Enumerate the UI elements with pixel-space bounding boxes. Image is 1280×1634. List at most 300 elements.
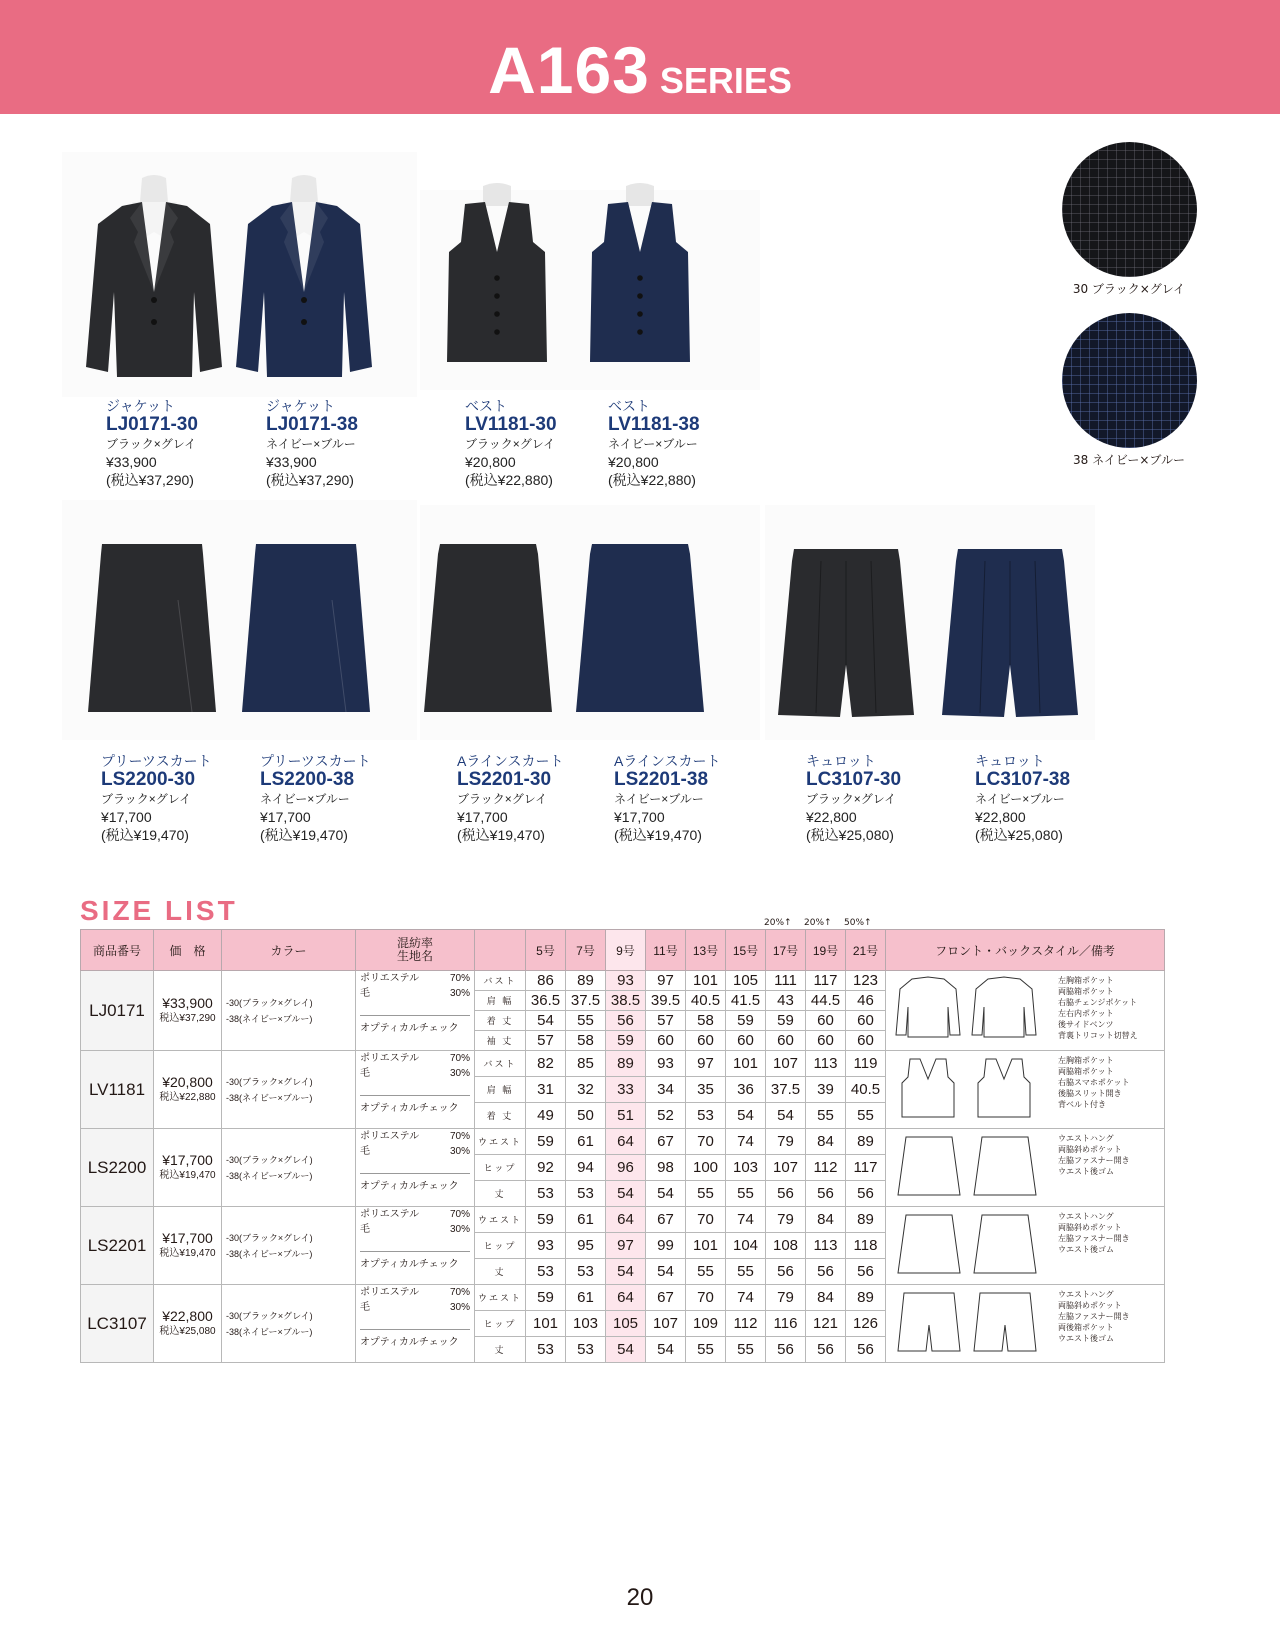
size-value: 39.5 (646, 991, 686, 1011)
size-value: 40.5 (846, 1077, 886, 1103)
product-category: キュロット (975, 753, 1045, 769)
fabric-percent: 30% (449, 988, 470, 999)
product-color: ブラック×グレイ (106, 437, 197, 451)
product-category: ジャケット (266, 398, 336, 414)
style-note: ウエスト後ゴム (1058, 1245, 1114, 1254)
product-price: ¥17,700 (260, 809, 311, 825)
measure-label: 丈 (475, 1259, 526, 1285)
size-value: 36.5 (526, 991, 566, 1011)
style-cell (886, 1285, 1165, 1363)
size-value: 95 (566, 1233, 606, 1259)
header-size: 7号 (566, 930, 606, 971)
color-option: -38(ネイビー×ブルー) (226, 1013, 313, 1024)
style-cell (886, 1051, 1165, 1129)
product-number: LJ0171 (81, 971, 154, 1051)
size-value: 44.5 (806, 991, 846, 1011)
size-value: 49 (526, 1103, 566, 1129)
technical-drawing (892, 975, 1042, 1041)
product-price-tax: (税込¥19,470) (260, 827, 348, 843)
product-caption (260, 752, 371, 844)
product-code: LC3107-38 (975, 769, 1071, 790)
size-value: 101 (726, 1051, 766, 1077)
size-value: 112 (806, 1155, 846, 1181)
size-value: 54 (606, 1259, 646, 1285)
aline-photo (418, 540, 558, 720)
color-cell (222, 971, 356, 1051)
fabric-cell (356, 971, 475, 1051)
product-price: ¥33,900 (266, 454, 317, 470)
size-value: 107 (766, 1051, 806, 1077)
swatch-label: 38 ネイビー×ブルー (1073, 453, 1185, 467)
size-value: 113 (806, 1051, 846, 1077)
product-category: ベスト (465, 398, 507, 414)
style-notes (1058, 1211, 1130, 1255)
fabric-row (360, 986, 470, 1001)
size-value: 55 (686, 1181, 726, 1207)
size-value: 112 (726, 1311, 766, 1337)
series-banner (0, 0, 1280, 114)
technical-drawing (892, 1289, 1042, 1355)
size-value: 54 (606, 1337, 646, 1363)
size-value: 58 (566, 1031, 606, 1051)
style-wrap (886, 1285, 1164, 1359)
color-cell (222, 1051, 356, 1129)
size-value: 55 (566, 1011, 606, 1031)
size-table (80, 929, 1165, 1363)
fabric-material: ポリエステル (360, 973, 420, 984)
size-value: 55 (686, 1337, 726, 1363)
product-caption (106, 397, 198, 489)
product-number: LS2201 (81, 1207, 154, 1285)
style-note: 右脇スマホポケット (1058, 1078, 1130, 1087)
fabric-percent: 30% (449, 1302, 470, 1313)
product-price: ¥22,800 (975, 809, 1026, 825)
fabric-row (360, 1285, 470, 1300)
color-option: -30(ブラック×グレイ) (226, 1232, 313, 1243)
style-note: ウエスト後ゴム (1058, 1334, 1114, 1343)
size-value: 89 (846, 1129, 886, 1155)
style-note: 両脇斜めポケット (1058, 1223, 1122, 1232)
size-value: 116 (766, 1311, 806, 1337)
size-value: 100 (686, 1155, 726, 1181)
size-value: 84 (806, 1207, 846, 1233)
measure-label: ヒップ (475, 1311, 526, 1337)
product-price: ¥17,700 (101, 809, 152, 825)
style-note: 左脇ファスナー開き (1058, 1312, 1130, 1321)
size-value: 67 (646, 1285, 686, 1311)
technical-drawing (892, 1133, 1042, 1199)
product-price-tax: (税込¥19,470) (457, 827, 545, 843)
header-fabric: 混紡率 生地名 (356, 930, 475, 971)
style-note: 左右内ポケット (1058, 1009, 1114, 1018)
size-value: 60 (846, 1031, 886, 1051)
size-value: 59 (526, 1207, 566, 1233)
size-value: 103 (726, 1155, 766, 1181)
color-cell (222, 1285, 356, 1363)
size-value: 97 (606, 1233, 646, 1259)
product-caption (457, 752, 564, 844)
size-value: 59 (526, 1285, 566, 1311)
size-value: 54 (606, 1181, 646, 1207)
size-value: 35 (686, 1077, 726, 1103)
size-value: 55 (726, 1259, 766, 1285)
product-price-cell (154, 971, 222, 1051)
size-value: 55 (846, 1103, 886, 1129)
product-color: ネイビー×ブルー (975, 792, 1065, 806)
product-code: LS2200-30 (101, 769, 196, 790)
fabric-cell (356, 1129, 475, 1207)
product-price-cell (154, 1207, 222, 1285)
style-wrap (886, 1207, 1164, 1281)
product-price-tax: (税込¥37,290) (266, 472, 354, 488)
color-option: -38(ネイビー×ブルー) (226, 1248, 313, 1259)
fabric-name: オプティカルチェック (360, 1329, 470, 1348)
size-value: 55 (686, 1259, 726, 1285)
size-value: 56 (846, 1181, 886, 1207)
size-value: 61 (566, 1129, 606, 1155)
product-category: ベスト (608, 398, 650, 414)
product-color: ブラック×グレイ (465, 437, 556, 451)
size-value: 89 (566, 971, 606, 991)
size-value: 64 (606, 1129, 646, 1155)
technical-drawing (892, 1211, 1042, 1277)
size-value: 56 (606, 1011, 646, 1031)
fabric-percent: 30% (449, 1224, 470, 1235)
table-row (81, 971, 1165, 991)
fabric-row (360, 1129, 470, 1144)
fabric-name: オプティカルチェック (360, 1015, 470, 1034)
size-value: 52 (646, 1103, 686, 1129)
product-price: ¥17,700 (614, 809, 665, 825)
fabric-material: 毛 (360, 1068, 370, 1079)
size-value: 118 (846, 1233, 886, 1259)
fabric-material: 毛 (360, 1146, 370, 1157)
size-value: 57 (526, 1031, 566, 1051)
style-note: 両脇斜めポケット (1058, 1145, 1122, 1154)
size-value: 56 (806, 1181, 846, 1207)
size-value: 117 (806, 971, 846, 991)
price-tax: 税込¥25,080 (159, 1325, 216, 1337)
style-cell (886, 1129, 1165, 1207)
fabric-row (360, 1051, 470, 1066)
size-value: 53 (566, 1259, 606, 1285)
size-value: 61 (566, 1207, 606, 1233)
fabric-row (360, 1207, 470, 1222)
price-value: ¥33,900 (162, 994, 213, 1011)
style-note: 両脇斜めポケット (1058, 1301, 1122, 1310)
product-category: Aラインスカート (614, 753, 721, 769)
size-value: 34 (646, 1077, 686, 1103)
style-note: 背ベルト付き (1058, 1100, 1106, 1109)
size-value: 89 (846, 1285, 886, 1311)
product-category: プリーツスカート (101, 753, 212, 769)
size-value: 105 (726, 971, 766, 991)
product-code: LS2201-38 (614, 769, 709, 790)
product-price-tax: (税込¥37,290) (106, 472, 194, 488)
size-value: 53 (566, 1337, 606, 1363)
product-caption (806, 752, 901, 844)
size-value: 96 (606, 1155, 646, 1181)
measure-label: ウエスト (475, 1285, 526, 1311)
header-size: 13号 (686, 930, 726, 971)
size-value: 79 (766, 1207, 806, 1233)
fabric-percent: 70% (449, 1209, 470, 1220)
product-category: キュロット (806, 753, 876, 769)
price-tax: 税込¥19,470 (159, 1169, 216, 1181)
style-note: 左脇ファスナー開き (1058, 1156, 1130, 1165)
size-value: 61 (566, 1285, 606, 1311)
product-price-cell (154, 1129, 222, 1207)
style-notes (1058, 1133, 1130, 1177)
style-notes (1058, 1289, 1130, 1344)
series-title (488, 32, 792, 108)
swatch-label: 30 ブラック×グレイ (1072, 282, 1186, 296)
header-price: 価 格 (154, 930, 222, 971)
fabric-material: ポリエステル (360, 1209, 420, 1220)
size-value: 59 (726, 1011, 766, 1031)
fabric-percent: 30% (449, 1068, 470, 1079)
vest-photo (580, 182, 700, 372)
size-value: 104 (726, 1233, 766, 1259)
header-size: 19号 (806, 930, 846, 971)
size-value: 84 (806, 1129, 846, 1155)
size-value: 74 (726, 1129, 766, 1155)
size-value: 60 (806, 1011, 846, 1031)
header-measure (475, 930, 526, 971)
fabric-material: 毛 (360, 1224, 370, 1235)
size-value: 59 (606, 1031, 646, 1051)
size-value: 55 (726, 1181, 766, 1207)
product-price-tax: (税込¥19,470) (614, 827, 702, 843)
fabric-row (360, 1222, 470, 1237)
size-value: 67 (646, 1207, 686, 1233)
product-category: Aラインスカート (457, 753, 564, 769)
product-color: ネイビー×ブルー (614, 792, 704, 806)
size-value: 59 (526, 1129, 566, 1155)
size-value: 53 (686, 1103, 726, 1129)
fabric-cell (356, 1207, 475, 1285)
product-caption (608, 397, 700, 489)
size-value: 119 (846, 1051, 886, 1077)
style-notes (1058, 975, 1138, 1041)
fabric-name: オプティカルチェック (360, 1095, 470, 1114)
size-value: 50 (566, 1103, 606, 1129)
style-note: 後サイドベンツ (1058, 1020, 1114, 1029)
header-size: 15号 (726, 930, 766, 971)
product-price-tax: (税込¥22,880) (608, 472, 696, 488)
style-note: 左胸箱ポケット (1058, 976, 1114, 985)
size-value: 111 (766, 971, 806, 991)
size-value: 70 (686, 1207, 726, 1233)
size-value: 51 (606, 1103, 646, 1129)
measure-label: 肩 幅 (475, 991, 526, 1011)
table-row (81, 1051, 1165, 1077)
style-note: 後脇スリット開き (1058, 1089, 1122, 1098)
header-size: 17号 (766, 930, 806, 971)
size-value: 55 (806, 1103, 846, 1129)
color-option: -30(ブラック×グレイ) (226, 1310, 313, 1321)
size-value: 54 (646, 1181, 686, 1207)
fabric-percent: 70% (449, 973, 470, 984)
product-code: LV1181-30 (465, 414, 557, 435)
product-price: ¥20,800 (465, 454, 516, 470)
fabric-material: 毛 (360, 1302, 370, 1313)
style-note: ウエストハング (1058, 1134, 1114, 1143)
color-cell (222, 1129, 356, 1207)
size-value: 56 (806, 1337, 846, 1363)
product-price: ¥33,900 (106, 454, 157, 470)
size-value: 121 (806, 1311, 846, 1337)
size-value: 74 (726, 1285, 766, 1311)
size-value: 94 (566, 1155, 606, 1181)
size-value: 53 (526, 1181, 566, 1207)
size-value: 92 (526, 1155, 566, 1181)
table-row (81, 1285, 1165, 1311)
style-note: 両脇箱ポケット (1058, 987, 1114, 996)
size-value: 85 (566, 1051, 606, 1077)
style-wrap (886, 971, 1164, 1045)
size-value: 58 (686, 1011, 726, 1031)
price-value: ¥17,700 (162, 1229, 213, 1246)
size-value: 89 (846, 1207, 886, 1233)
header-size: 9号 (606, 930, 646, 971)
product-color: ネイビー×ブルー (260, 792, 350, 806)
size-value: 57 (646, 1011, 686, 1031)
product-price: ¥22,800 (806, 809, 857, 825)
size-list-title: SIZE LIST (80, 895, 238, 926)
fabric-swatch-black-gray (1062, 142, 1197, 277)
product-code: LJ0171-38 (266, 414, 358, 435)
size-value: 108 (766, 1233, 806, 1259)
style-note: 右脇チェンジポケット (1058, 998, 1138, 1007)
size-value: 107 (646, 1311, 686, 1337)
header-size: 21号 (846, 930, 886, 971)
product-caption (614, 752, 721, 844)
aline-photo (570, 540, 710, 720)
measure-label: 丈 (475, 1337, 526, 1363)
fabric-percent: 70% (449, 1287, 470, 1298)
header-color: カラー (222, 930, 356, 971)
product-category: プリーツスカート (260, 753, 371, 769)
size-value: 109 (686, 1311, 726, 1337)
measure-label: ウエスト (475, 1207, 526, 1233)
header-style: フロント・バックスタイル／備考 (886, 930, 1165, 971)
percent-note: 20%↑ (804, 918, 832, 928)
product-category: ジャケット (106, 398, 176, 414)
style-cell (886, 1207, 1165, 1285)
product-price-tax: (税込¥22,880) (465, 472, 553, 488)
culotte-photo (776, 545, 916, 725)
size-value: 60 (646, 1031, 686, 1051)
fabric-swatch-navy-blue (1062, 313, 1197, 448)
size-value: 54 (646, 1337, 686, 1363)
color-cell (222, 1207, 356, 1285)
measure-label: バスト (475, 1051, 526, 1077)
fabric-material: ポリエステル (360, 1131, 420, 1142)
product-caption (975, 752, 1070, 844)
header-size: 11号 (646, 930, 686, 971)
size-value: 97 (686, 1051, 726, 1077)
size-value: 43 (766, 991, 806, 1011)
style-wrap (886, 1129, 1164, 1203)
percent-note: 20%↑ (764, 918, 792, 928)
product-price-tax: (税込¥25,080) (975, 827, 1063, 843)
size-value: 60 (726, 1031, 766, 1051)
style-note: 背裏トリコット切替え (1058, 1031, 1138, 1040)
size-value: 103 (566, 1311, 606, 1337)
product-price-cell (154, 1285, 222, 1363)
measure-label: 袖 丈 (475, 1031, 526, 1051)
size-value: 97 (646, 971, 686, 991)
size-value: 55 (726, 1337, 766, 1363)
product-color: ネイビー×ブルー (608, 437, 698, 451)
product-number: LC3107 (81, 1285, 154, 1363)
measure-label: 肩 幅 (475, 1077, 526, 1103)
style-note: 左脇ファスナー開き (1058, 1234, 1130, 1243)
size-value: 39 (806, 1077, 846, 1103)
measure-label: 丈 (475, 1181, 526, 1207)
size-value: 59 (766, 1011, 806, 1031)
product-caption (101, 752, 212, 844)
style-cell (886, 971, 1165, 1051)
style-notes (1058, 1055, 1129, 1110)
product-color: ブラック×グレイ (457, 792, 548, 806)
product-color: ネイビー×ブルー (266, 437, 356, 451)
style-note: ウエスト後ゴム (1058, 1167, 1114, 1176)
product-price-cell (154, 1051, 222, 1129)
fabric-cell (356, 1285, 475, 1363)
size-value: 101 (686, 971, 726, 991)
size-value: 64 (606, 1207, 646, 1233)
size-value: 36 (726, 1077, 766, 1103)
size-value: 54 (766, 1103, 806, 1129)
size-value: 41.5 (726, 991, 766, 1011)
price-tax: 税込¥37,290 (159, 1012, 216, 1024)
pleat-photo (82, 540, 222, 720)
table-row (81, 1129, 1165, 1155)
color-option: -38(ネイビー×ブルー) (226, 1170, 313, 1181)
size-value: 46 (846, 991, 886, 1011)
size-value: 113 (806, 1233, 846, 1259)
header-code: 商品番号 (81, 930, 154, 971)
vest-photo (437, 182, 557, 372)
product-code: LC3107-30 (806, 769, 902, 790)
measure-label: ウエスト (475, 1129, 526, 1155)
fabric-percent: 30% (449, 1146, 470, 1157)
style-note: 両後箱ポケット (1058, 1323, 1114, 1332)
jacket-photo (82, 172, 227, 390)
product-number: LS2200 (81, 1129, 154, 1207)
size-value: 93 (606, 971, 646, 991)
size-value: 56 (766, 1181, 806, 1207)
product-price-tax: (税込¥19,470) (101, 827, 189, 843)
size-value: 32 (566, 1077, 606, 1103)
size-value: 31 (526, 1077, 566, 1103)
size-value: 53 (526, 1337, 566, 1363)
size-value: 37.5 (566, 991, 606, 1011)
table-row (81, 1207, 1165, 1233)
size-table-body (81, 971, 1165, 1363)
style-wrap (886, 1051, 1164, 1125)
style-note: 左胸箱ポケット (1058, 1056, 1114, 1065)
product-code: LV1181-38 (608, 414, 700, 435)
size-value: 98 (646, 1155, 686, 1181)
percent-note: 50%↑ (844, 918, 872, 928)
product-caption (266, 397, 358, 489)
size-value: 37.5 (766, 1077, 806, 1103)
fabric-cell (356, 1051, 475, 1129)
fabric-row (360, 1066, 470, 1081)
